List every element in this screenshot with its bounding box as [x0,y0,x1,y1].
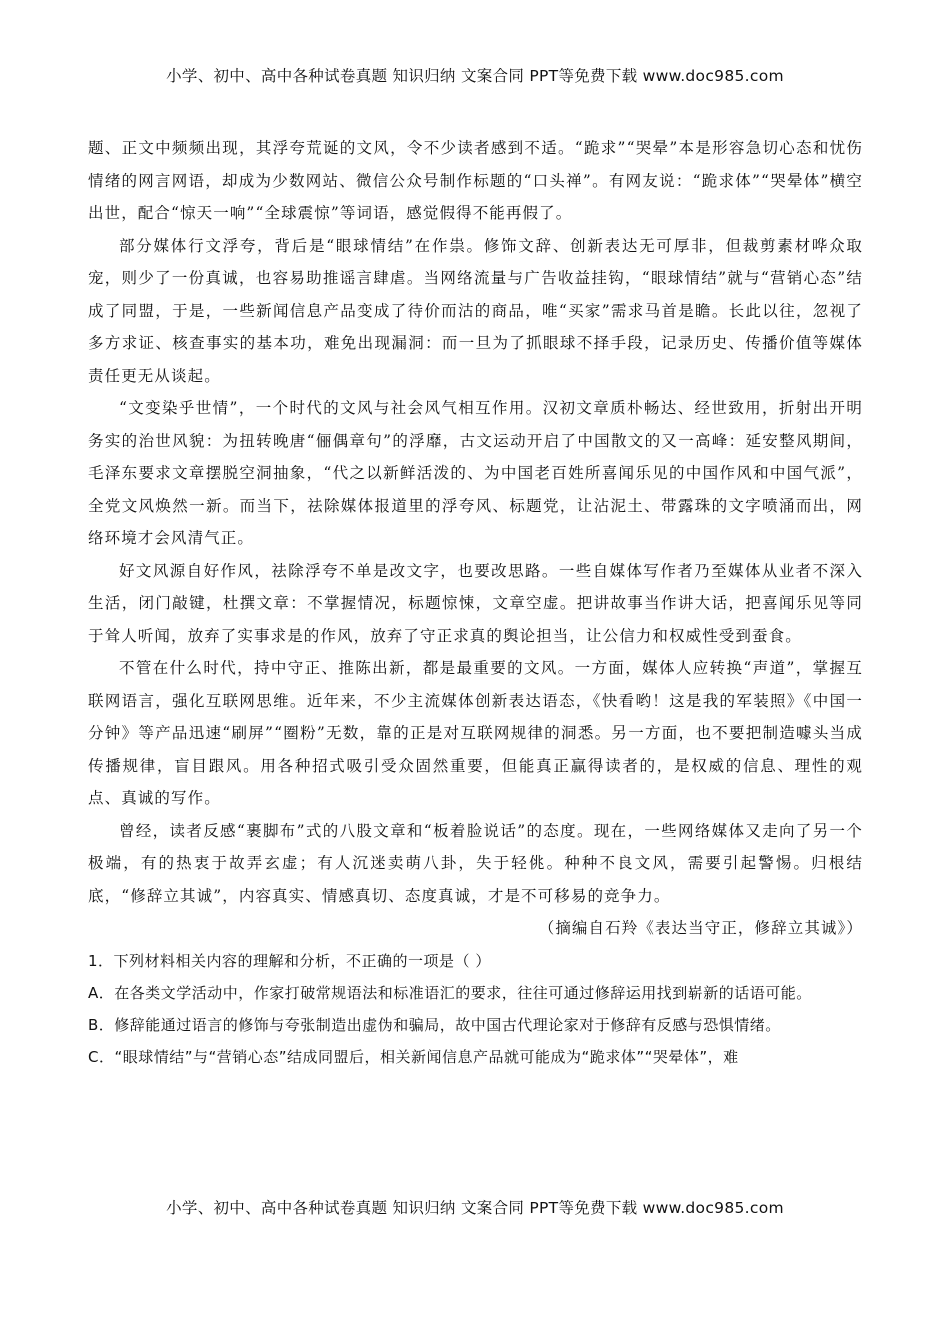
question-stem: 1．下列材料相关内容的理解和分析，不正确的一项是（ ） [88,951,491,970]
page-footer: 小学、初中、高中各种试卷真题 知识归纳 文案合同 PPT等免费下载 www.doc985.com [166,1199,784,1217]
article-paragraph: 题、正文中频频出现，其浮夸荒诞的文风，令不少读者感到不适。“跪求”“哭晕”本是形容急切心态和忧伤情绪的网言网语，却成为少数网站、微信公众号制作标题的“口头禅”。有网友说：“跪求体”“哭晕体”横空出世，配合“惊天一响”“全球震惊”等词语，感觉假得不能再假了。 [88,139,863,222]
question-option-b: B．修辞能通过语言的修饰与夸张制造出虚伪和骗局，故中国古代理论家对于修辞有反感与恐惧情绪。 [88,1015,781,1034]
article-paragraph: 不管在什么时代，持中守正、推陈出新，都是最重要的文风。一方面，媒体人应转换“声道”，掌握互联网语言，强化互联网思维。近年来，不少主流媒体创新表达语态，《快看哟！这是我的军装照》《中国一分钟》等产品迅速“刷屏”“圈粉”无数，靠的正是对互联网规律的洞悉。另一方面，也不要把制造噱头当成传播规律，盲目跟风。用各种招式吸引受众固然重要，但能真正赢得读者的，是权威的信息、理性的观点、真诚的写作。 [88,659,863,807]
question-option-a: A．在各类文学活动中，作家打破常规语法和标准语汇的要求，往往可通过修辞运用找到崭新的话语可能。 [88,983,812,1002]
article-source: （摘编自石羚《表达当守正，修辞立其诚》） [538,919,863,937]
article-paragraph: 曾经，读者反感“裹脚布”式的八股文章和“板着脸说话”的态度。现在，一些网络媒体又走向了另一个极端，有的热衷于故弄玄虚；有人沉迷卖萌八卦，失于轻佻。种种不良文风，需要引起警惕。归根结底，“修辞立其诚”，内容真实、情感真切、态度真诚，才是不可移易的竞争力。 [88,821,863,905]
page-header: 小学、初中、高中各种试卷真题 知识归纳 文案合同 PPT等免费下载 www.doc985.com [166,67,784,85]
page-content [88,132,863,1073]
article-paragraph: “文变染乎世情”，一个时代的文风与社会风气相互作用。汉初文章质朴畅达、经世致用，折射出开明务实的治世风貌：为扭转晚唐“俪偶章句”的浮靡，古文运动开启了中国散文的又一高峰：延安整风期间，毛泽东要求文章摆脱空洞抽象，“代之以新鲜活泼的、为中国老百姓所喜闻乐见的中国作风和中国气派”，全党文风焕然一新。而当下，祛除媒体报道里的浮夸风、标题党，让沾泥土、带露珠的文字喷涌而出，网络环境才会风清气正。 [88,399,863,547]
question-option-c: C．“眼球情结”与“营销心态”结成同盟后，相关新闻信息产品就可能成为“跪求体”“哭晕体”，难 [88,1047,739,1066]
article-paragraph: 部分媒体行文浮夸，背后是“眼球情结”在作祟。修饰文辞、创新表达无可厚非，但裁剪素材哗众取宠，则少了一份真诚，也容易助推谣言肆虐。当网络流量与广告收益挂钩，“眼球情结”就与“营销心态”结成了同盟，于是，一些新闻信息产品变成了待价而沽的商品，唯“买家”需求马首是瞻。长此以往，忽视了多方求证、核查事实的基本功，难免出现漏洞：而一旦为了抓眼球不择手段，记录历史、传播价值等媒体责任更无从谈起。 [88,236,863,385]
article-paragraph: 好文风源自好作风，祛除浮夸不单是改文字，也要改思路。一些自媒体写作者乃至媒体从业者不深入生活，闭门敲键，杜撰文章：不掌握情况，标题惊悚，文章空虚。把讲故事当作讲大话，把喜闻乐见等同于耸人听闻，放弃了实事求是的作风，放弃了守正求真的舆论担当，让公信力和权威性受到蚕食。 [88,561,863,645]
